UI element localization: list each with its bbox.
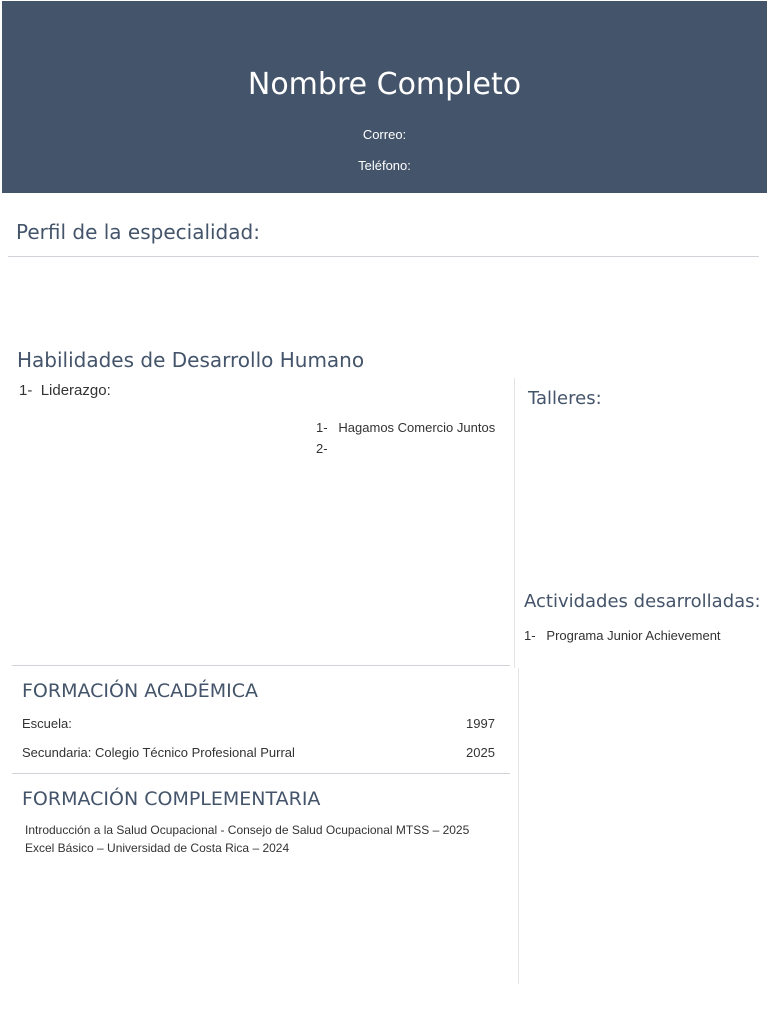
- activities-heading: Actividades desarrolladas:: [524, 591, 761, 612]
- profile-heading: Perfil de la especialidad:: [16, 220, 260, 244]
- email-label: Correo:: [362, 127, 407, 142]
- activity-item-label: Programa Junior Achievement: [546, 628, 721, 643]
- complementary-item: Introducción a la Salud Ocupacional - Consejo de Salud Ocupacional MTSS – 2025: [25, 823, 470, 837]
- full-name: Nombre Completo: [247, 67, 522, 102]
- academic-heading: FORMACIÓN ACADÉMICA: [22, 680, 259, 702]
- profile-divider: [8, 256, 759, 257]
- complementary-item: Excel Básico – Universidad de Costa Rica – 2024: [25, 841, 290, 855]
- skill-item-number: 1-: [19, 382, 33, 399]
- skill-item-label: Liderazgo:: [40, 382, 111, 399]
- skills-heading: Habilidades de Desarrollo Humano: [17, 348, 365, 372]
- skill-sub-item: [316, 420, 495, 435]
- academic-row-year: 2025: [466, 745, 495, 760]
- column-divider-upper: [514, 378, 515, 668]
- column-divider-lower: [518, 668, 519, 984]
- header-banner: [2, 1, 767, 193]
- phone-label: Teléfono:: [358, 158, 411, 173]
- sub-item-label: Hagamos Comercio Juntos: [338, 420, 496, 435]
- skill-sub-item: [316, 441, 328, 456]
- activity-item: [524, 628, 721, 643]
- complementary-divider: [12, 773, 510, 774]
- academic-divider: [12, 665, 510, 666]
- academic-row-year: 1997: [466, 716, 495, 731]
- workshops-heading: Talleres:: [528, 388, 602, 409]
- sub-item-number: 2-: [316, 441, 328, 456]
- sub-item-number: 1-: [316, 420, 328, 435]
- complementary-heading: FORMACIÓN COMPLEMENTARIA: [22, 788, 321, 810]
- academic-row-label: Escuela:: [22, 716, 72, 731]
- activity-item-number: 1-: [524, 628, 536, 643]
- academic-row-label: Secundaria: Colegio Técnico Profesional Purral: [22, 745, 295, 760]
- skill-item: [19, 382, 111, 399]
